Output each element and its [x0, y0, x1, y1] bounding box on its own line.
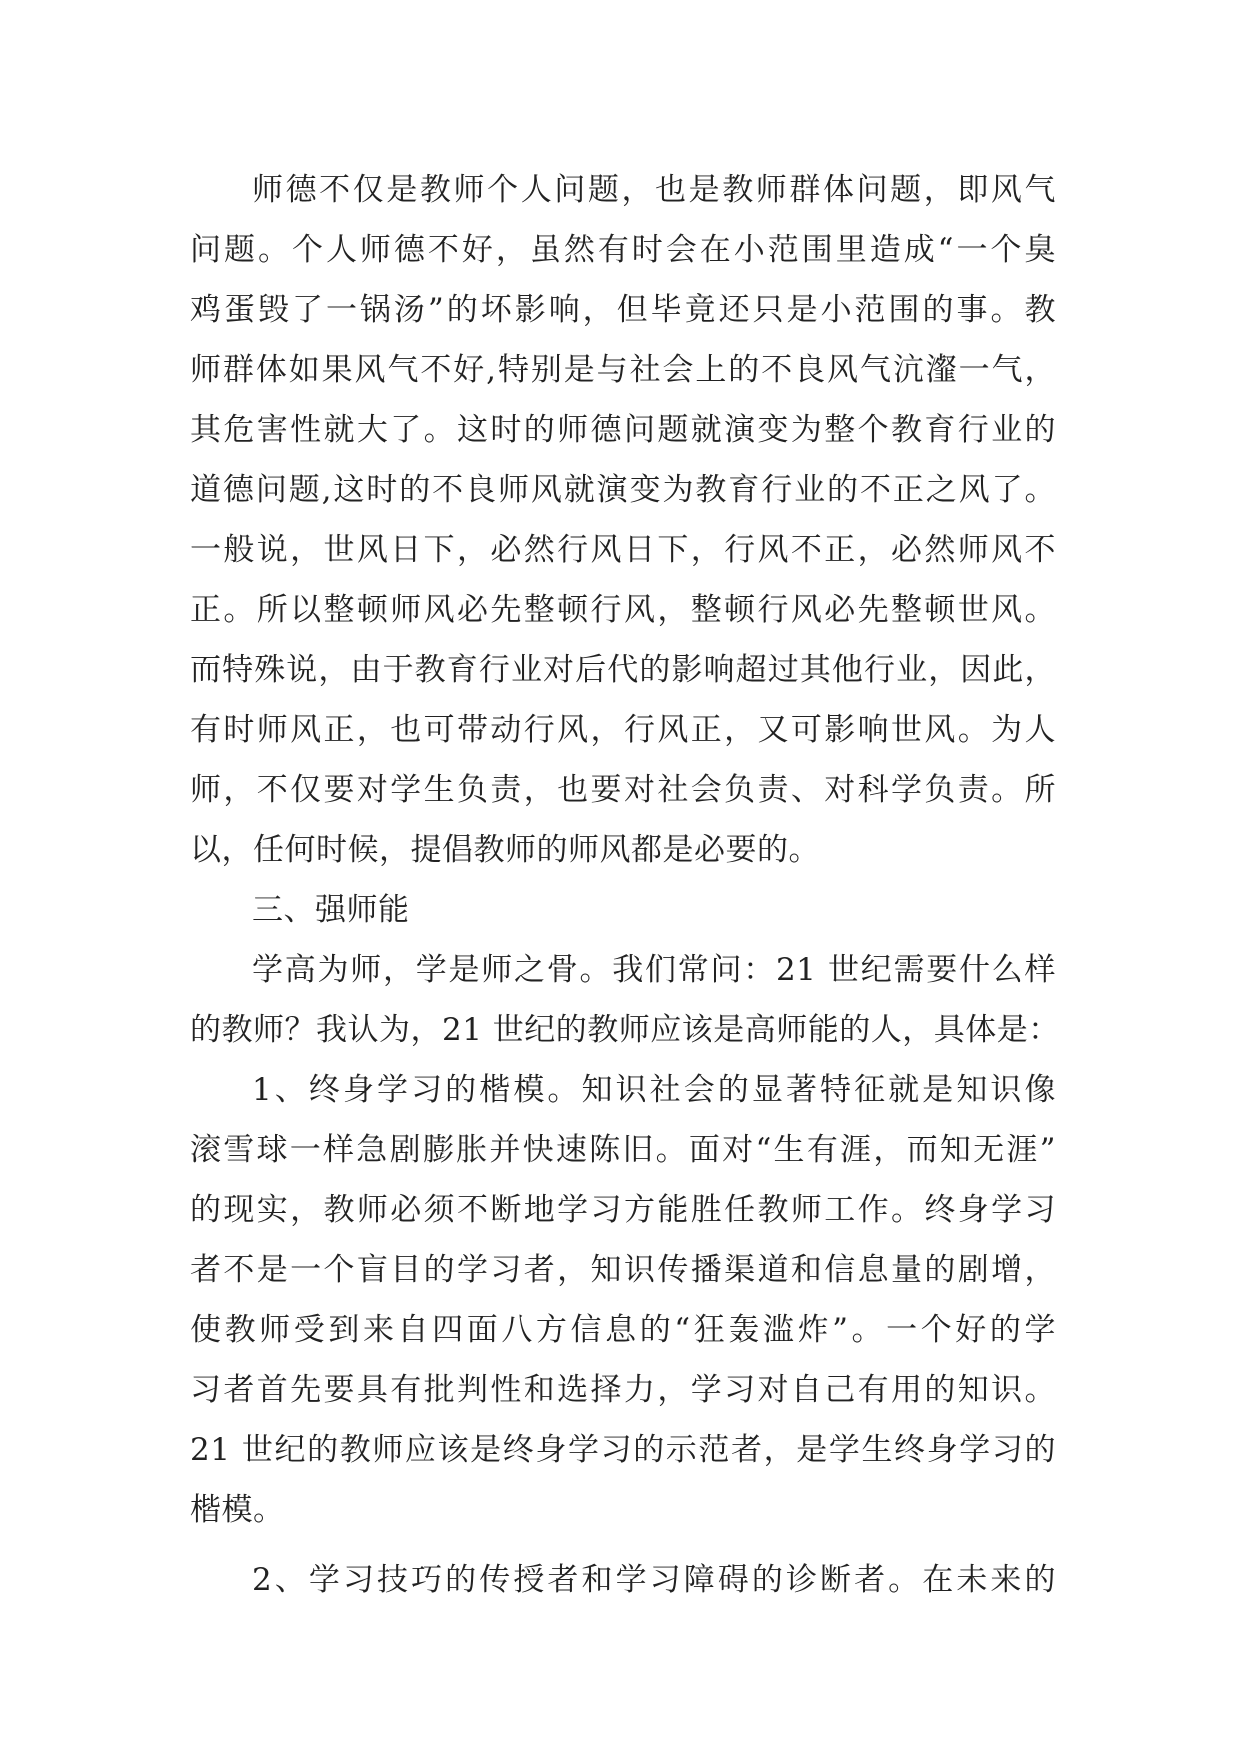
text-line: 的教师？我认为，21 世纪的教师应该是高师能的人，具体是：	[190, 1012, 1060, 1048]
text-line: 师群体如果风气不好,特别是与社会上的不良风气沆瀣一气，	[190, 352, 1056, 388]
text-line: 道德问题,这时的不良师风就演变为教育行业的不正之风了。	[190, 472, 1056, 508]
text-line: 楷模。	[190, 1492, 285, 1528]
text-line: 2、学习技巧的传授者和学习障碍的诊断者。在未来的	[252, 1562, 1056, 1598]
text-line: 师德不仅是教师个人问题，也是教师群体问题，即风气	[252, 172, 1056, 208]
text-line: 1、终身学习的楷模。知识社会的显著特征就是知识像	[252, 1072, 1056, 1108]
paragraph-zhongshen-xuexi	[190, 1060, 1056, 1540]
text-line: 其危害性就大了。这时的师德问题就演变为整个教育行业的	[190, 412, 1056, 448]
text-line: 问题。个人师德不好，虽然有时会在小范围里造成“一个臭	[190, 232, 1056, 268]
document-body	[190, 160, 1060, 1610]
heading-text: 三、强师能	[252, 892, 410, 928]
text-line: 以，任何时候，提倡教师的师风都是必要的。	[190, 832, 820, 868]
text-line: 习者首先要具有批判性和选择力，学习对自己有用的知识。	[190, 1372, 1056, 1408]
text-line: 21 世纪的教师应该是终身学习的示范者，是学生终身学习的	[190, 1432, 1056, 1468]
paragraph-xuegao-weishi	[190, 940, 1060, 1060]
paragraph-gap	[190, 1540, 1056, 1550]
text-line: 师，不仅要对学生负责，也要对社会负责、对科学负责。所	[190, 772, 1056, 808]
text-line: 滚雪球一样急剧膨胀并快速陈旧。面对“生有涯，而知无涯”	[190, 1132, 1056, 1168]
text-line: 而特殊说，由于教育行业对后代的影响超过其他行业，因此，	[190, 652, 1056, 688]
text-line: 的现实，教师必须不断地学习方能胜任教师工作。终身学习	[190, 1192, 1056, 1228]
text-line: 使教师受到来自四面八方信息的“狂轰滥炸”。一个好的学	[190, 1312, 1056, 1348]
text-line: 者不是一个盲目的学习者，知识传播渠道和信息量的剧增，	[190, 1252, 1056, 1288]
paragraph-shide-fengqi	[190, 160, 1056, 880]
text-line: 鸡蛋毁了一锅汤”的坏影响，但毕竟还只是小范围的事。教	[190, 292, 1056, 328]
text-line: 正。所以整顿师风必先整顿行风，整顿行风必先整顿世风。	[190, 592, 1056, 628]
paragraph-xuexi-jiqiao	[190, 1550, 1056, 1610]
text-line: 一般说，世风日下，必然行风日下，行风不正，必然师风不	[190, 532, 1056, 568]
text-line: 有时师风正，也可带动行风，行风正，又可影响世风。为人	[190, 712, 1056, 748]
section-heading	[190, 880, 1056, 940]
text-line: 学高为师，学是师之骨。我们常问：21 世纪需要什么样	[252, 952, 1056, 988]
